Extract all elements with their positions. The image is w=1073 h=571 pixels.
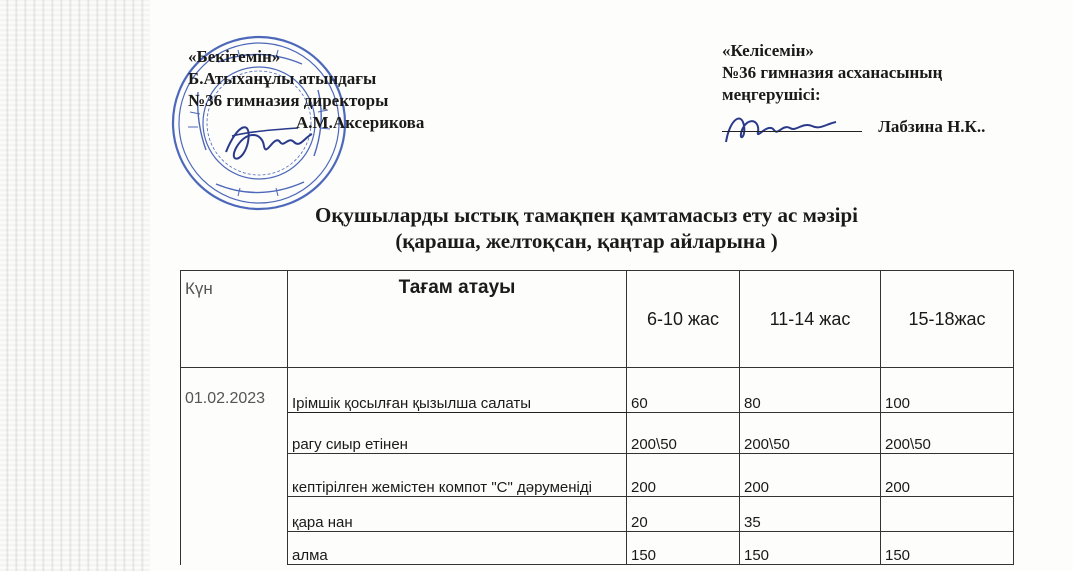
header-age-11-14: 11-14 жас	[740, 271, 881, 368]
portion-11-14: 80	[740, 368, 881, 413]
portion-6-10: 20	[627, 497, 740, 532]
table-row	[181, 368, 1014, 413]
table-row	[181, 413, 1014, 454]
signature-line	[722, 131, 862, 132]
approval-block	[188, 46, 424, 134]
portion-11-14: 150	[740, 532, 881, 565]
scan-noise	[0, 0, 150, 571]
header-dish: Тағам атауы	[288, 271, 627, 368]
dish-name: алма	[288, 532, 627, 565]
approval-heading: «Бекітемін»	[188, 47, 281, 66]
portion-11-14: 200\50	[740, 413, 881, 454]
agreement-heading: «Келісемін»	[722, 41, 814, 60]
agreement-block	[722, 40, 985, 138]
portion-6-10: 60	[627, 368, 740, 413]
table-row	[181, 532, 1014, 565]
dish-name: қара нан	[288, 497, 627, 532]
header-age-6-10: 6-10 жас	[627, 271, 740, 368]
portion-6-10: 200	[627, 454, 740, 497]
header-day: Күн	[181, 271, 288, 368]
portion-15-18: 200	[881, 454, 1014, 497]
portion-15-18: 150	[881, 532, 1014, 565]
table-row	[181, 497, 1014, 532]
approval-school: Б.Атыханұлы атындағы	[188, 69, 377, 88]
agreement-position: меңгерушісі:	[722, 85, 821, 104]
portion-11-14: 200	[740, 454, 881, 497]
portion-6-10: 150	[627, 532, 740, 565]
dish-name: Ірімшік қосылған қызылша салаты	[288, 368, 627, 413]
portion-11-14: 35	[740, 497, 881, 532]
document-title: Оқушыларды ыстық тамақпен қамтамасыз ету ас мәзірі	[314, 203, 859, 227]
menu-table	[180, 270, 1014, 565]
portion-15-18: 100	[881, 368, 1014, 413]
portion-15-18: 200\50	[881, 413, 1014, 454]
header-age-15-18: 15-18жас	[881, 271, 1014, 368]
table-row	[181, 454, 1014, 497]
agreement-school: №36 гимназия асханасының	[722, 63, 943, 82]
dish-name: кептірілген жемістен компот "С" дәруменіді	[288, 454, 627, 497]
approval-position: №36 гимназия директоры	[188, 91, 389, 110]
dish-name: рагу сиыр етінен	[288, 413, 627, 454]
director-name: А.М.Аксерикова	[296, 113, 425, 132]
manager-name: Лабзина Н.К..	[878, 117, 986, 136]
date-cell: 01.02.2023	[181, 368, 288, 565]
portion-6-10: 200\50	[627, 413, 740, 454]
portion-15-18	[881, 497, 1014, 532]
document-subtitle: (қараша, желтоқсан, қаңтар айларына )	[395, 229, 778, 253]
